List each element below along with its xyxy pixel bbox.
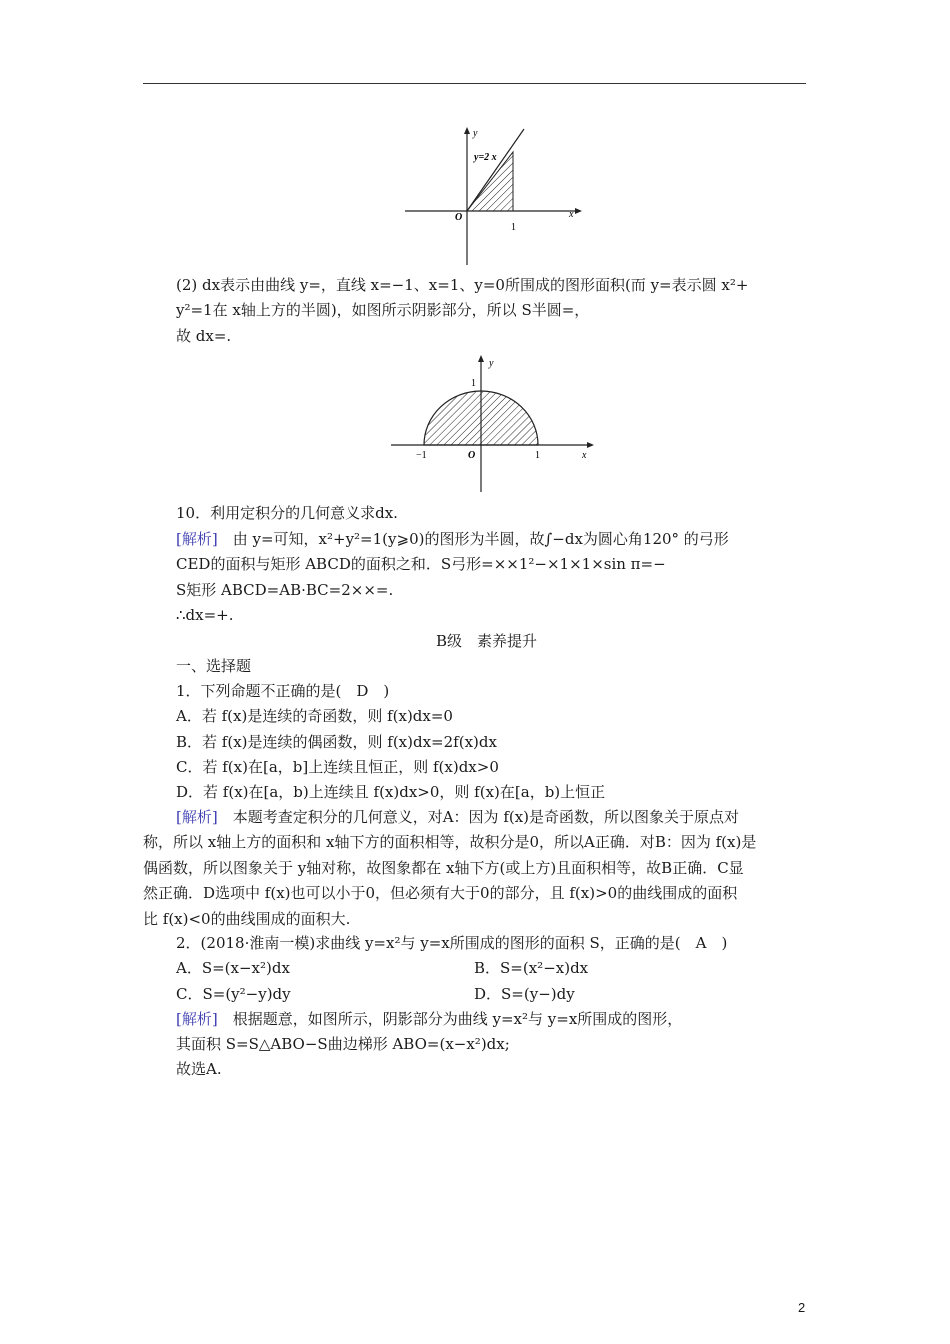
header-rule — [143, 83, 806, 84]
line-text: B．若 f(x)是连续的偶函数，则 f(x)dx=2f(x)dx — [176, 733, 497, 751]
text-line-q1_a — [176, 706, 453, 726]
line-text: 一、选择题 — [176, 657, 252, 675]
text-line-q2 — [176, 933, 727, 953]
line-text: D．若 f(x)在[a，b)上连续且 f(x)dx>0，则 f(x)在[a，b)上恒正 — [176, 783, 606, 801]
line-text: A．若 f(x)是连续的奇函数，则 f(x)dx=0 — [176, 707, 453, 725]
line-text: CED的面积与矩形 ABCD的面积之和．S弓形=××1²−×1×1×sin π=− — [176, 555, 666, 573]
line-text: 偶函数，所以图象关于 y轴对称，故图象都在 x轴下方(或上方)且面积相等，故B正确．C显 — [143, 859, 744, 877]
line-text: C．若 f(x)在[a，b]上连续且恒正，则 f(x)dx>0 — [176, 758, 499, 776]
line-text: (2) dx表示由曲线 y=，直线 x=−1、x=1、y=0所围成的图形面积(而 y=表示圆 x²+ — [176, 276, 749, 294]
x-axis-label: x — [582, 450, 587, 461]
text-line-q1_s2 — [143, 832, 756, 852]
y-axis-label: y — [473, 128, 478, 139]
line-text: 由 y=可知，x²+y²=1(y⩾0)的图形为半圆，故∫−dx为圆心角120° 的弓形 — [217, 530, 729, 548]
text-line-q10_a3 — [176, 580, 393, 600]
line-text: 故选A. — [176, 1060, 222, 1078]
text-line-q10_a1 — [176, 529, 729, 549]
text-line-q1_s1 — [176, 807, 739, 827]
origin-label: O — [455, 212, 463, 223]
line-text: 本题考查定积分的几何意义，对A：因为 f(x)是奇函数，所以图象关于原点对 — [217, 808, 740, 826]
text-line-q10 — [176, 503, 398, 523]
analysis-tag: [解析] — [176, 530, 218, 548]
text-line-q2_s2 — [176, 1034, 510, 1054]
text-line-q2_s3 — [176, 1059, 222, 1079]
x-axis-label: x — [569, 209, 574, 220]
page-number: 2 — [798, 1300, 806, 1315]
x-tick-1: 1 — [511, 222, 516, 233]
text-line-p2_l3 — [176, 326, 231, 346]
line-text: D．S=(y−)dy — [474, 985, 575, 1003]
line-text: 称，所以 x轴上方的面积和 x轴下方的面积相等，故积分是0，所以A正确．对B：因为 f(x)是 — [143, 833, 757, 851]
text-line-q2_a — [176, 958, 290, 978]
line-text: B．S=(x²−x)dx — [474, 959, 589, 977]
line-text: 根据题意，如图所示，阴影部分为曲线 y=x²与 y=x所围成的图形， — [217, 1010, 683, 1028]
line-text: 然正确．D选项中 f(x)也可以小于0，但必须有大于0的部分，且 f(x)>0的曲线围成的面积 — [143, 884, 738, 902]
y-tick-1: 1 — [471, 378, 476, 389]
line-text: ∴dx=+. — [176, 606, 234, 624]
line-text: 故 dx=. — [176, 327, 232, 345]
x-tick-1: 1 — [535, 450, 540, 461]
figure-triangle-area — [400, 120, 590, 270]
line-text: y²=1在 x轴上方的半圆)，如图所示阴影部分，所以 S半圆=， — [176, 301, 590, 319]
text-line-q1_d — [176, 782, 605, 802]
text-line-q1_s4 — [143, 883, 737, 903]
line-text: 1．下列命题不正确的是( D ) — [176, 682, 390, 700]
line-text: S矩形 ABCD=AB·BC=2××=. — [176, 581, 394, 599]
line-text: 比 f(x)<0的曲线围成的面积大. — [143, 910, 351, 928]
text-line-q2_d — [474, 984, 575, 1004]
figure-semicircle-area — [388, 352, 598, 494]
line-text: 其面积 S=S△ABO−S曲边梯形 ABO=(x−x²)dx; — [176, 1035, 510, 1053]
x-tick-neg1: −1 — [416, 450, 427, 461]
analysis-tag: [解析] — [176, 1010, 218, 1028]
text-line-q1_s5 — [143, 909, 350, 929]
y-axis-label: y — [489, 358, 494, 369]
line-text: B级 素养提升 — [436, 632, 538, 650]
text-line-sec_1 — [176, 656, 251, 676]
text-line-q2_c — [176, 984, 291, 1004]
origin-label: O — [468, 450, 476, 461]
line-text: C．S=(y²−y)dy — [176, 985, 291, 1003]
text-line-q1_c — [176, 757, 499, 777]
line-text: 2．(2018·淮南一模)求曲线 y=x²与 y=x所围成的图形的面积 S，正确的是( A ) — [176, 934, 728, 952]
text-line-q10_a2 — [176, 554, 666, 574]
text-line-q10_a4 — [176, 605, 234, 625]
text-line-q1 — [176, 681, 389, 701]
text-line-q2_s1 — [176, 1009, 682, 1029]
text-line-q1_s3 — [143, 858, 744, 878]
text-line-sec_b — [436, 631, 537, 651]
shaded-semicircle — [424, 391, 538, 445]
curve-label: y=2 x — [474, 152, 497, 163]
line-text: 10．利用定积分的几何意义求dx. — [176, 504, 398, 522]
line-text: A．S=(x−x²)dx — [176, 959, 290, 977]
text-line-q2_b — [474, 958, 588, 978]
text-line-q1_b — [176, 732, 497, 752]
text-line-p2_l2 — [176, 300, 589, 320]
analysis-tag: [解析] — [176, 808, 218, 826]
text-line-p2_l1 — [176, 275, 748, 295]
